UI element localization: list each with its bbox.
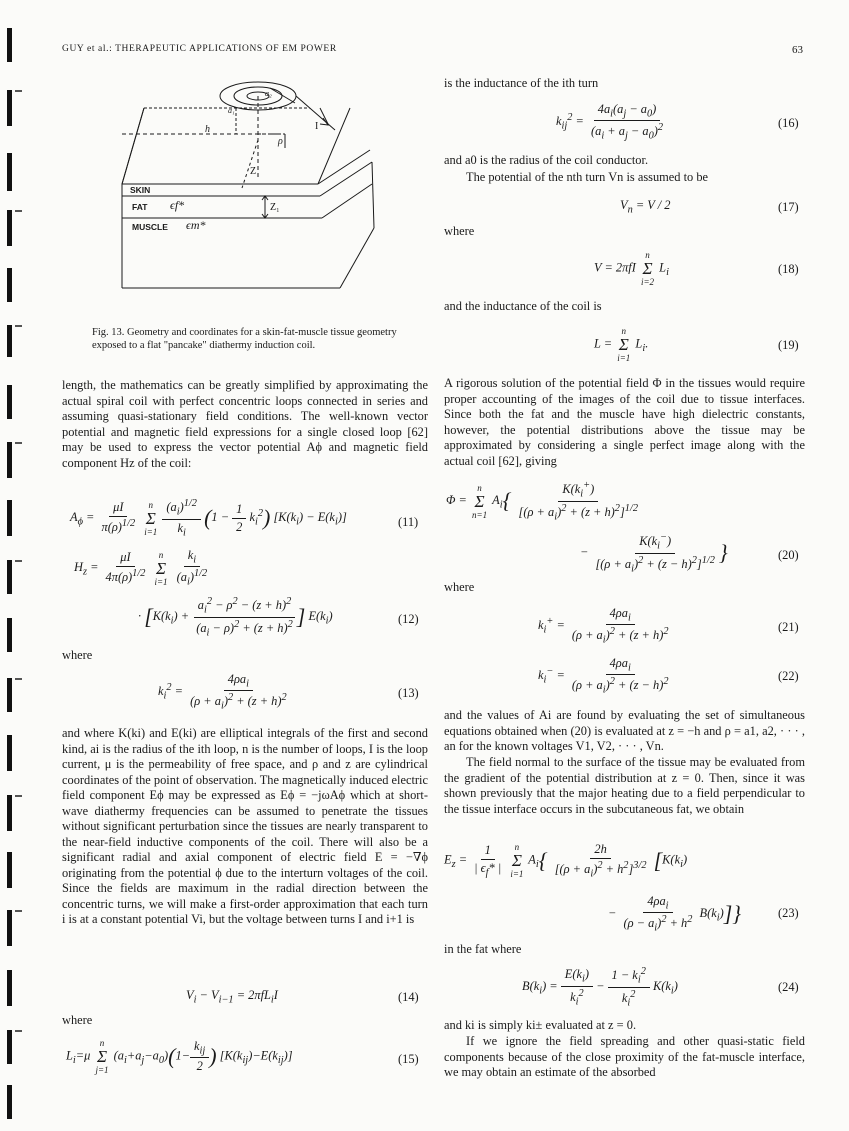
eq19-number: (19) xyxy=(778,338,799,352)
equation-23b: − $\frac{4\rho a_i}{(\rho - a_i)^2 + h^2}$ $B(k_i)$]} xyxy=(608,894,742,935)
paragraph-intro: length, the mathematics can be greatly simplified by approximating the actual spiral coil with perfect concentric loops connected in series and assuming quasi-stationary field conditions. The well-known vector potential and magnetic field expressions for a single closed loop [62] may be used to express the vector potential Aϕ and magnetic field component Hz of the coil: xyxy=(62,378,428,470)
eq15-number: (15) xyxy=(398,1052,419,1066)
running-title: GUY et al.: THERAPEUTIC APPLICATIONS OF EM POWER xyxy=(62,44,337,54)
equation-24: $B(k_i)$ = $\frac{E(k_i)}{k_i^2}$ − $\frac{1 - k_i^2}{k_i^2}$ $K(k_i)$ xyxy=(522,966,678,1009)
conductor-radius-text: and a0 is the radius of the coil conductor. xyxy=(444,153,649,167)
figure-caption: Fig. 13. Geometry and coordinates for a skin-fat-muscle tissue geometry exposed to a flat "pancake" diathermy induction coil. xyxy=(92,327,397,351)
equation-16: $k_{ij}^2$ = $\frac{4a_i(a_j - a_0)}{(a_i + a_j - a_0)^2}$ xyxy=(556,102,664,143)
skin-label: SKIN xyxy=(130,185,151,195)
equation-14: $V_i - V_{i-1} = 2\pi fL_iI$ xyxy=(186,988,278,1006)
equation-21: $k_i^+$ = $\frac{4\rho a_i}{(\rho + a_i)^2 + (z + h)^2}$ xyxy=(538,606,669,647)
rho-label: ρ xyxy=(278,136,283,147)
eq21-number: (21) xyxy=(778,620,799,634)
eq22-number: (22) xyxy=(778,669,799,683)
fat-where: in the fat where xyxy=(444,942,522,956)
paragraph-absorbed: If we ignore the field spreading and other quasi-static field components because of the close proximity of the fat-muscle interface, we may obtain an estimate of the absorbed xyxy=(444,1034,805,1079)
equation-17: $V_n = V / 2$ xyxy=(620,198,671,216)
eq14-number: (14) xyxy=(398,990,419,1004)
equation-23a: $E_z$ = $\frac{1}{| \epsilon_f* |}$ n Σ i=1 $A_i${ $\frac{2h}{[(\rho + a_i)^2 + h^2]^{3/2}}$ [$K(k_i)$ xyxy=(444,842,688,880)
eq12-number: (12) xyxy=(398,612,419,626)
eq24-number: (24) xyxy=(778,980,799,994)
fat-label: FAT xyxy=(132,202,148,212)
equation-12a: $H_z$ = $\frac{\mu I}{4\pi(\rho)^{1/2}}$ n Σ i=1 $\frac{k_i}{(a_i)^{1/2}}$ xyxy=(74,548,208,589)
tissue-geometry-diagram xyxy=(110,78,400,323)
eq16-number: (16) xyxy=(778,116,799,130)
equation-11: $A_\phi$ = $\frac{\mu I}{\pi(\rho)^{1/2}}$ n Σ i=1 $\frac{(a_i)^{1/2}}{k_i}$ (1 − $\frac{1}{2}$ $k_i^2$) $[K(k_i) - E(k_i)]$ xyxy=(70,498,347,539)
a2-label: a₂ xyxy=(265,89,272,98)
z1-label: Z₁ xyxy=(270,202,280,213)
muscle-label: MUSCLE xyxy=(132,222,168,232)
equation-20b: − $\frac{K(k_i^-)}{[(\rho + a_i)^2 + (z - h)^2]^{1/2}}$ } xyxy=(580,532,728,575)
where-4: where xyxy=(444,580,475,594)
paragraph-field-normal: The field normal to the surface of the tissue may be evaluated from the gradient of the potential distribution at z = 0. Then, since it was shown previously that the major heating due to a field perpendicular to the tissue interface occurs in the subcutaneous fat, we obtain xyxy=(444,755,805,816)
page-number: 63 xyxy=(792,44,803,56)
equation-15: $L_i=\mu$ n Σ j=1 $(a_i+a_j-a_0)(1-$ $\frac{k_{ij}}{2}$ ) $[K(k_{ij})-E(k_{ij})]$ xyxy=(66,1038,293,1075)
coil-inductance-text: and the inductance of the coil is xyxy=(444,299,602,313)
fat-permittivity: ϵf* xyxy=(170,198,185,212)
eq20-number: (20) xyxy=(778,548,799,562)
equation-13: $k_i^2$ = $\frac{4\rho a_i}{(\rho + a_i)^2 + (z + h)^2}$ xyxy=(158,672,287,713)
ki-evaluated-text: and ki is simply ki± evaluated at z = 0. xyxy=(444,1018,637,1032)
muscle-permittivity: ϵm* xyxy=(186,218,206,232)
equation-18: V = 2πfI n Σ i=2 $L_i$ xyxy=(594,250,669,287)
h-label: h xyxy=(205,124,210,135)
paragraph-image-solution: A rigorous solution of the potential field Φ in the tissues would require proper accounting of the images of the coil due to tissue interfaces. Since both the fat and the muscle have high dielectric constants, however, the potential distributions above the tissue may be approximated by considering a single perfect image along with the actual coil [62], giving xyxy=(444,376,805,468)
paragraph-elliptic: and where K(ki) and E(ki) are elliptical integrals of the first and second kind, ai is the radius of the ith loop, n is the number of loops, I is the loop current, μ is the permeability of free space, and ρ and z are cylindrical coordinates of the point of observation. The magnetically induced electric field component Eϕ may be expressed as Eϕ = −jωAϕ which at short-wave diathermy frequencies can be assumed to penetrate the tissues without significant perturbation since the tissues are nearly transparent to the near-field inductive components of the coil. There will also be a significant radial and axial component of electric field E = −∇ϕ originating from the potential ϕ due to the interturn voltages of the coil. Since the fields are maximum in the radial direction between the concentric turns, we will make a first-order approximation that each turn i is at a constant potential Vi, but the voltage between turns I and i+1 is xyxy=(62,726,428,926)
where-1: where xyxy=(62,648,93,662)
z-label: Z xyxy=(250,166,257,177)
paragraph-simultaneous: and the values of Ai are found by evaluating the set of simultaneous equations obtained when (20) is evaluated at z = −h and ρ = a1, a2, · · · , an for the known voltages V1, V2, · · · , Vn. xyxy=(444,708,805,753)
equation-22: $k_i^-$ = $\frac{4\rho a_i}{(\rho + a_i)^2 + (z - h)^2}$ xyxy=(538,656,669,697)
inductance-intro: is the inductance of the ith turn xyxy=(444,76,599,90)
where-2: where xyxy=(62,1013,93,1027)
figure-13 xyxy=(110,78,400,323)
equation-12b: · [$K(k_i)$ + $\frac{a_i^2 - \rho^2 - (z + h)^2}{(a_i - \rho)^2 + (z + h)^2}$ ] $E(k_i)$ xyxy=(138,596,333,639)
eq11-number: (11) xyxy=(398,515,419,529)
eq13-number: (13) xyxy=(398,686,419,700)
eq17-number: (17) xyxy=(778,200,799,214)
current-label: I xyxy=(315,121,319,132)
eq23-number: (23) xyxy=(778,906,799,920)
a1-label: a₁ xyxy=(228,106,235,115)
equation-20a: Φ = n Σ n=1 $A_i${ $\frac{K(k_i^+)}{[(\rho + a_i)^2 + (z + h)^2]^{1/2}}$ xyxy=(446,480,638,523)
potential-text: The potential of the nth turn Vn is assumed to be xyxy=(466,170,709,184)
where-3: where xyxy=(444,224,475,238)
eq18-number: (18) xyxy=(778,262,799,276)
equation-19: L = n Σ i=1 $L_i$. xyxy=(594,326,649,363)
